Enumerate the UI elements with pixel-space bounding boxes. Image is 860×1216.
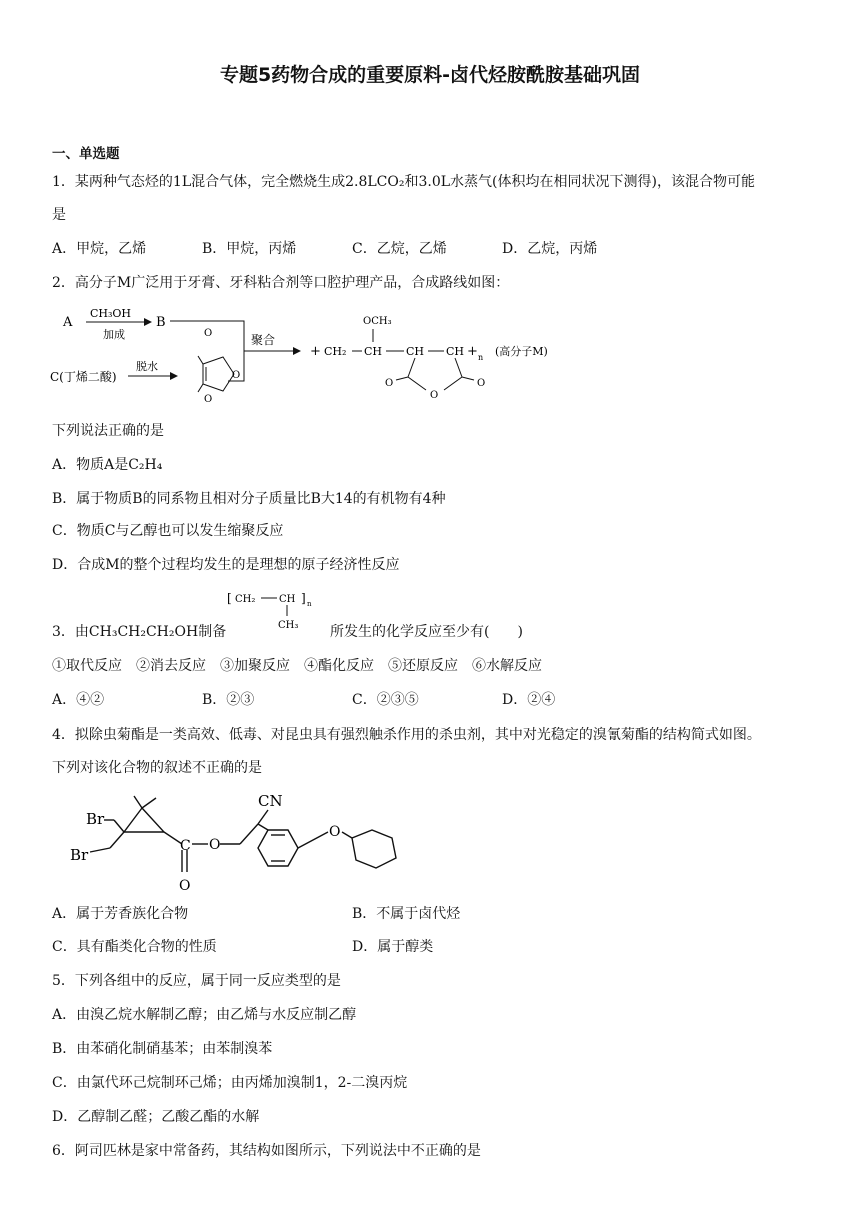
pp-bracket-right: ] [301,591,306,605]
anhydride-o-ring: O [232,370,241,381]
polymer-ch-2: CH [406,345,425,358]
q2-stem: 2．高分子M广泛用于牙膏、牙科粘合剂等口腔护理产品，合成路线如图： [52,275,510,291]
polymer-ch-1: CH [364,345,383,358]
q5-option-b: B．由苯硝化制硝基苯；由苯制溴苯 [52,1041,273,1057]
polymer-bracket-left: + [310,344,321,359]
q1-stem-line2: 是 [52,207,66,223]
polymer-ch-3: CH [446,345,465,358]
pp-bracket-left: [ [227,591,232,605]
q3-option-d: D．②④ [502,692,556,708]
arrowhead-dehydrate [170,372,178,380]
ester-o-single: O [209,837,221,853]
q1-option-d: D．乙烷，丙烯 [502,241,598,257]
polymer-label: (高分子M) [495,345,548,358]
q2-prompt: 下列说法正确的是 [52,423,164,439]
arrowhead-a-b [144,318,152,326]
anhydride-o-bottom: O [204,394,213,405]
q2-option-b: B．属于物质B的同系物且相对分子质量比B大14的有机物有4种 [52,491,446,507]
q5-option-a: A．由溴乙烷水解制乙醇；由乙烯与水反应制乙醇 [52,1007,357,1023]
q3-polypropylene-structure [225,586,325,636]
br-bottom: Br [70,846,89,864]
q1-option-b: B．甲烷，丙烯 [202,241,297,257]
polymer-n: n [478,353,484,362]
q4-option-b: B．不属于卤代烃 [352,906,461,922]
arrowhead-polymerize [293,347,301,355]
q2-option-c: C．物质C与乙醇也可以发生缩聚反应 [52,523,284,539]
br-top: Br [86,810,105,828]
q3-stem-pre: 3．由CH₃CH₂CH₂OH制备 [52,624,227,640]
deltamethrin-bonds [90,796,396,872]
q5-option-d: D．乙醇制乙醛；乙酸乙酯的水解 [52,1109,260,1125]
scheme-cond: 加成 [103,328,125,341]
q2-option-d: D．合成M的整个过程均发生的是理想的原子经济性反应 [52,557,400,573]
q4-option-a: A．属于芳香族化合物 [52,906,189,922]
q3-option-b: B．②③ [202,692,255,708]
scheme-polymerize: 聚合 [251,333,276,347]
scheme-reagent: CH₃OH [90,307,132,320]
polymer-anhydride-ring [396,358,474,390]
scheme-dehydrate: 脱水 [136,360,158,373]
ester-o-double: O [179,878,191,894]
scheme-b: B [156,315,166,330]
polymer-o-left: O [385,378,394,389]
q4-option-d: D．属于醇类 [352,939,434,955]
q4-stem-line2: 下列对该化合物的叙述不正确的是 [52,760,262,776]
scheme-c: C(丁烯二酸) [50,370,117,384]
pp-ch: CH [279,594,296,605]
q1-option-a: A．甲烷，乙烯 [52,241,147,257]
polymer-o-right: O [477,378,486,389]
pp-n: n [307,600,312,608]
q4-deltamethrin-structure [62,786,422,896]
page-title: 专题5药物合成的重要原料-卤代烃胺酰胺基础巩固 [219,64,641,86]
q4-stem-line1: 4．拟除虫菊酯是一类高效、低毒、对昆虫具有强烈触杀作用的杀虫剂，其中对光稳定的溴氰菊酯的结构简式如图。 [52,727,761,743]
q1-stem-line1: 1．某两种气态烃的1L混合气体，完全燃烧生成2.8LCO₂和3.0L水蒸气(体积均在相同状况下测得)，该混合物可能 [52,174,755,190]
maleic-anhydride-structure [198,356,234,392]
cyano-group: CN [258,792,283,810]
section-heading: 一、单选题 [52,146,120,162]
q5-stem: 5．下列各组中的反应，属于同一反应类型的是 [52,973,341,989]
ether-o: O [329,824,341,840]
polymer-ch2: CH₂ [324,345,347,358]
q3-stem-post: 所发生的化学反应至少有( ) [330,624,523,640]
scheme-a: A [63,315,73,330]
q3-option-c: C．②③⑤ [352,692,419,708]
q3-option-a: A．④② [52,692,105,708]
q5-option-c: C．由氯代环己烷制环己烯；由丙烯加溴制1，2-二溴丙烷 [52,1075,408,1091]
polymer-och3: OCH₃ [363,316,392,327]
polymer-o-ring: O [430,390,439,401]
polymer-bracket-right: + [467,344,478,359]
anhydride-o-top: O [204,328,213,339]
q6-stem: 6．阿司匹林是家中常备药，其结构如图所示，下列说法中不正确的是 [52,1143,481,1159]
q1-option-c: C．乙烷，乙烯 [352,241,447,257]
ester-c: C [180,838,191,854]
pp-ch2: CH₂ [235,594,256,605]
q2-option-a: A．物质A是C₂H₄ [52,457,163,473]
q2-synthesis-scheme [48,302,568,412]
pp-ch3: CH₃ [278,620,299,631]
q3-reactions: ①取代反应 ②消去反应 ③加聚反应 ④酯化反应 ⑤还原反应 ⑥水解反应 [52,658,542,674]
q4-option-c: C．具有酯类化合物的性质 [52,939,217,955]
